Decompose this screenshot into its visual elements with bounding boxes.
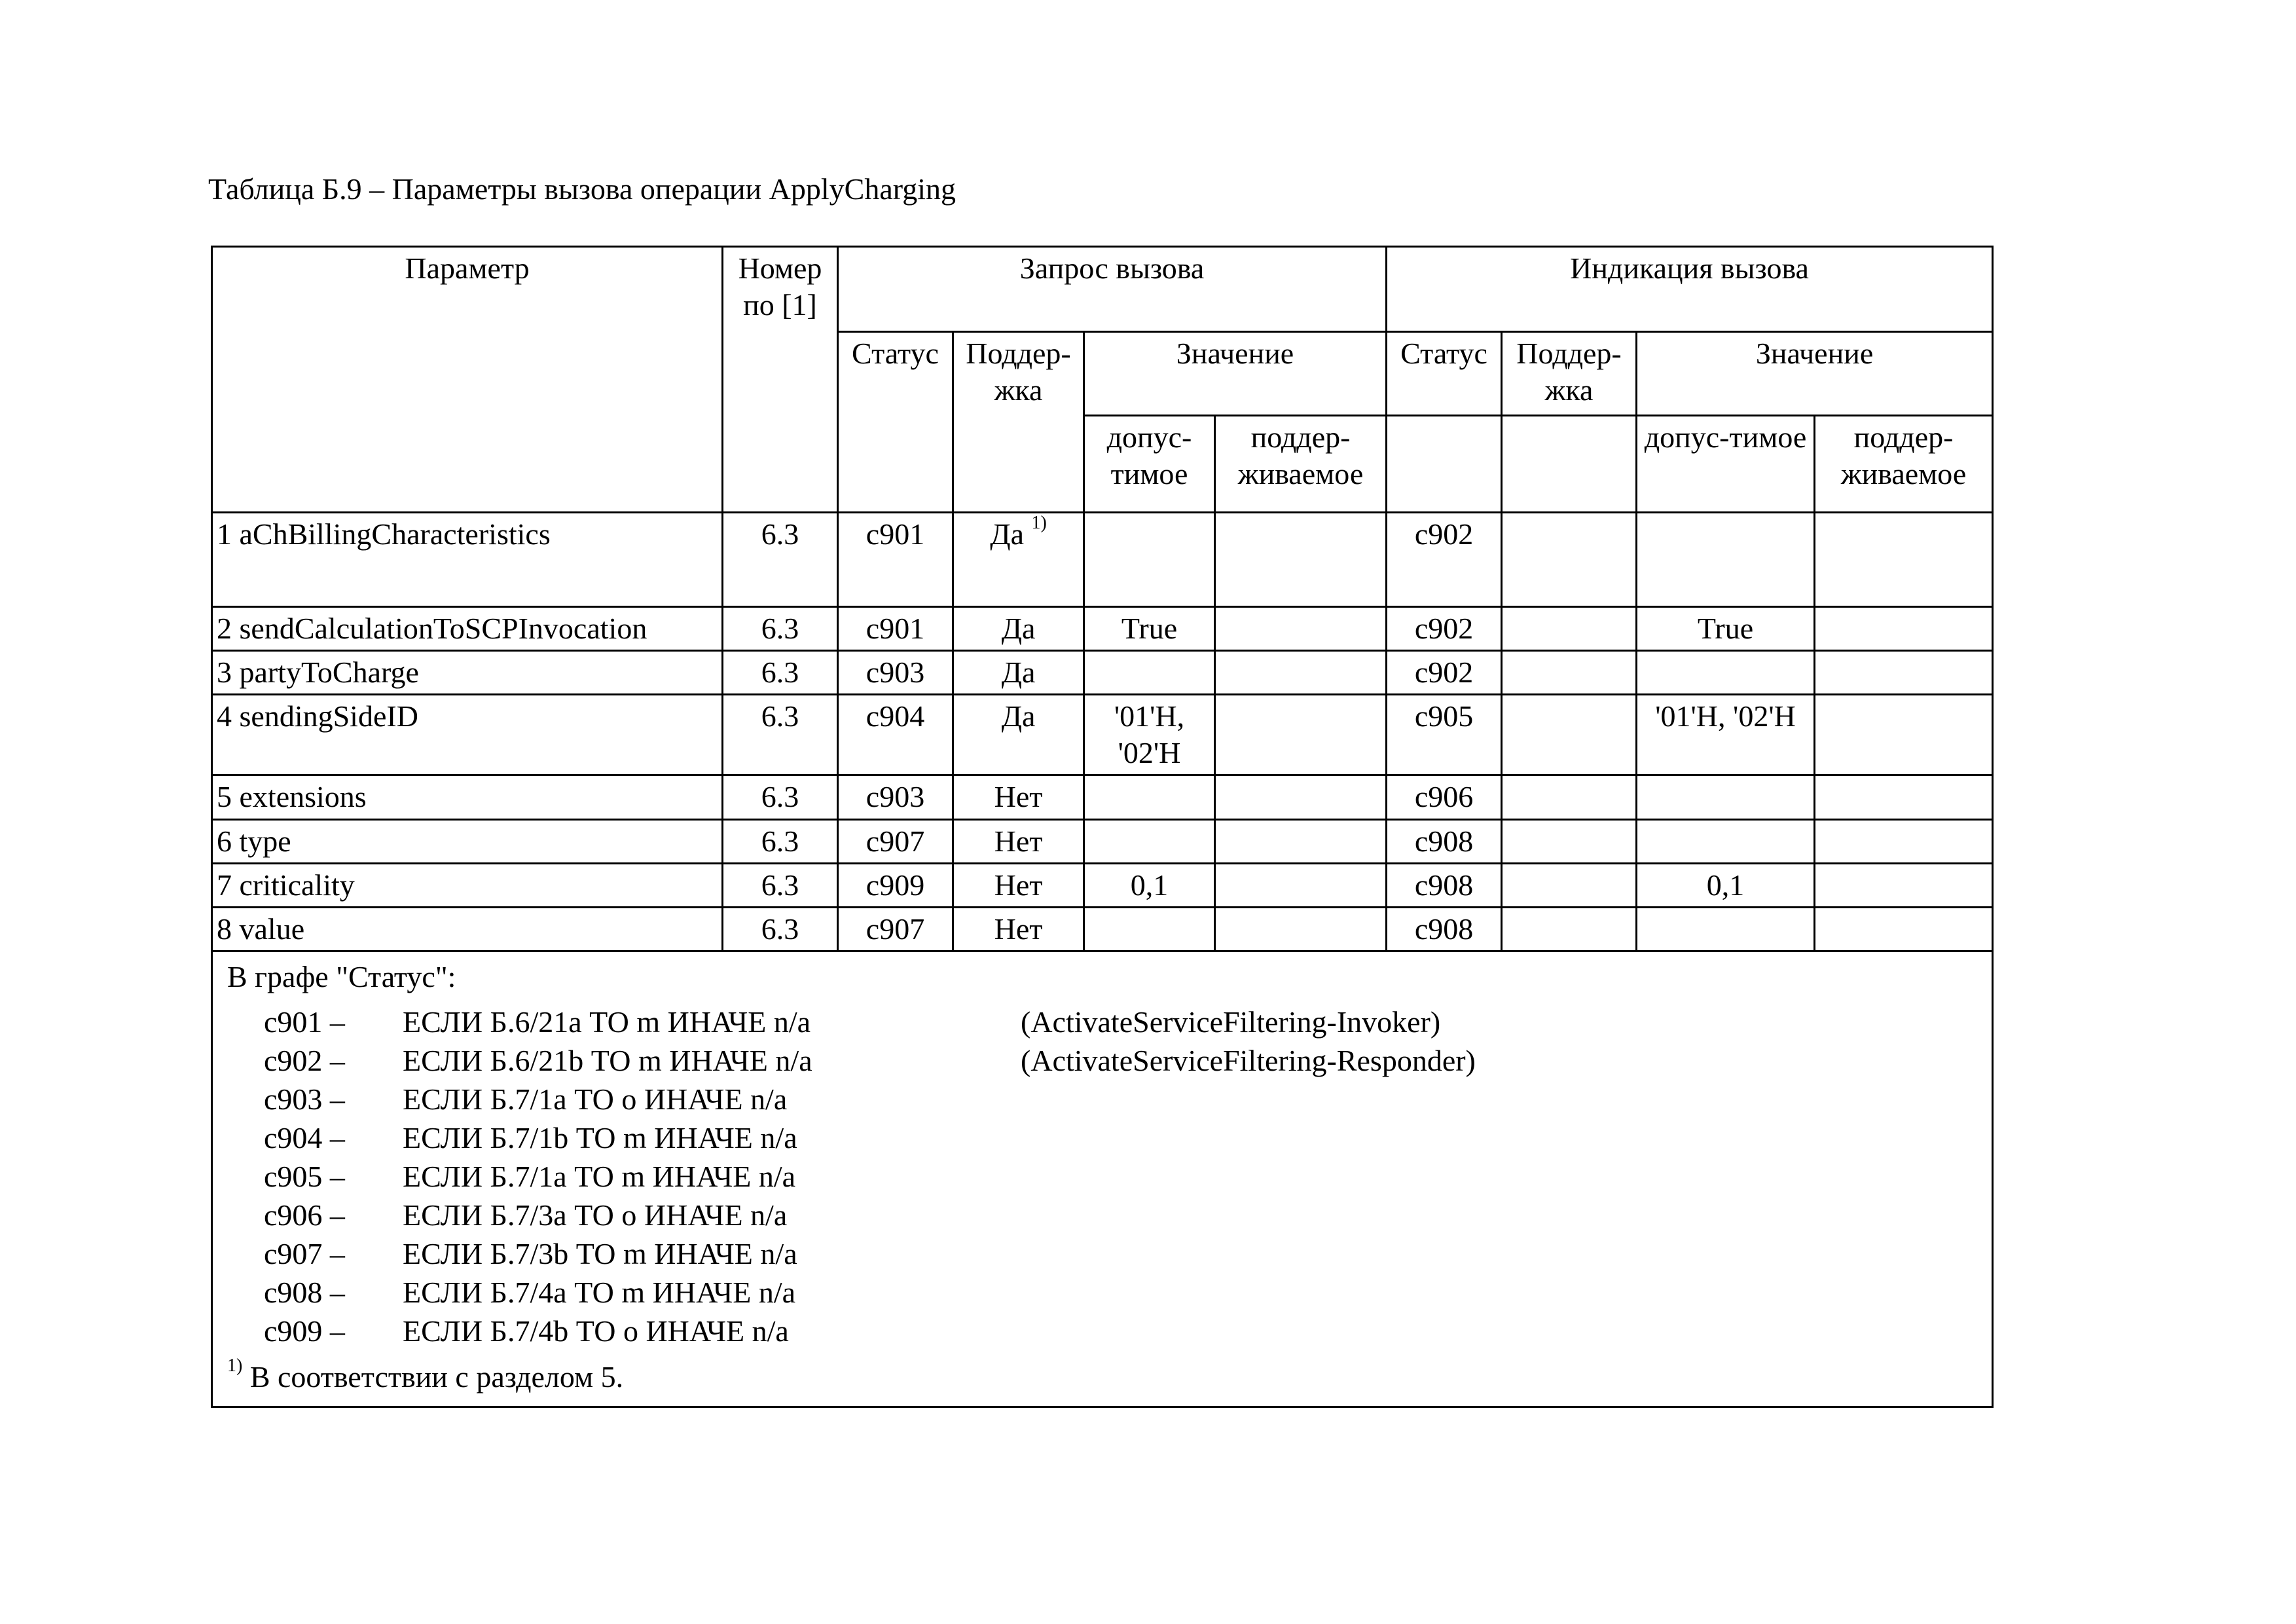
cell-request-support xyxy=(953,513,1084,607)
cell-request-status: c907 xyxy=(838,819,953,863)
note-code: c904 – xyxy=(264,1121,345,1155)
header-request: Запрос вызова xyxy=(838,247,1387,332)
footnote xyxy=(227,1355,1978,1395)
header-row-1 xyxy=(212,247,1993,332)
cell-parameter: 3 partyToCharge xyxy=(212,651,723,695)
cell-indication-supported xyxy=(1815,695,1993,775)
cell-request-support: Нет xyxy=(953,775,1084,819)
cell-number: 6.3 xyxy=(723,695,838,775)
cell-indication-supported xyxy=(1815,907,1993,951)
cell-number: 6.3 xyxy=(723,607,838,651)
cell-indication-supported xyxy=(1815,775,1993,819)
notes-row xyxy=(212,951,1993,1407)
cell-indication-allowed: '01'H, '02'H xyxy=(1637,695,1815,775)
header-request-value: Значение xyxy=(1084,332,1387,416)
cell-request-status: c901 xyxy=(838,513,953,607)
cell-request-supported xyxy=(1215,907,1387,951)
cell-indication-allowed xyxy=(1637,513,1815,607)
cell-indication-status: c902 xyxy=(1387,651,1502,695)
footnote-ref: 1) xyxy=(1031,513,1047,533)
cell-parameter: 7 criticality xyxy=(212,863,723,907)
cell-request-allowed: 0,1 xyxy=(1084,863,1215,907)
cell-indication-support xyxy=(1502,863,1637,907)
note-text: ЕСЛИ Б.7/4a ТО m ИНАЧЕ n/a xyxy=(403,1276,796,1310)
note-line xyxy=(227,1003,1978,1042)
cell-request-status: c903 xyxy=(838,775,953,819)
cell-indication-status: c905 xyxy=(1387,695,1502,775)
cell-number: 6.3 xyxy=(723,513,838,607)
header-indication-allowed: допус-тимое xyxy=(1637,416,1815,513)
cell-indication-status: c902 xyxy=(1387,607,1502,651)
cell-request-allowed xyxy=(1084,651,1215,695)
cell-request-status: c901 xyxy=(838,607,953,651)
cell-indication-supported xyxy=(1815,607,1993,651)
header-indication-value: Значение xyxy=(1637,332,1993,416)
header-request-status: Статус xyxy=(838,332,953,513)
parameters-table xyxy=(211,246,1994,1408)
note-code: c906 – xyxy=(264,1198,345,1232)
cell-request-status: c909 xyxy=(838,863,953,907)
cell-parameter: 6 type xyxy=(212,819,723,863)
table-row xyxy=(212,775,1993,819)
cell-indication-support xyxy=(1502,695,1637,775)
header-indication-status-empty xyxy=(1387,416,1502,513)
table-row xyxy=(212,651,1993,695)
header-number: Номер по [1] xyxy=(723,247,838,513)
cell-request-allowed xyxy=(1084,907,1215,951)
note-code: c908 – xyxy=(264,1276,345,1310)
cell-request-allowed xyxy=(1084,775,1215,819)
cell-indication-support xyxy=(1502,651,1637,695)
cell-number: 6.3 xyxy=(723,819,838,863)
note-text: ЕСЛИ Б.6/21b ТО m ИНАЧЕ n/a xyxy=(403,1044,812,1078)
cell-indication-supported xyxy=(1815,513,1993,607)
cell-parameter: 2 sendCalculationToSCPInvocation xyxy=(212,607,723,651)
header-request-allowed: допус-тимое xyxy=(1084,416,1215,513)
cell-request-allowed: '01'H, '02'H xyxy=(1084,695,1215,775)
note-line xyxy=(227,1042,1978,1080)
header-request-supported: поддер-живаемое xyxy=(1215,416,1387,513)
cell-indication-allowed: True xyxy=(1637,607,1815,651)
note-text: ЕСЛИ Б.7/1a ТО o ИНАЧЕ n/a xyxy=(403,1082,788,1116)
notes-title: В графе "Статус": xyxy=(227,959,456,993)
cell-request-support: Нет xyxy=(953,907,1084,951)
note-line xyxy=(227,1312,1978,1351)
cell-indication-allowed xyxy=(1637,651,1815,695)
note-ref: (ActivateServiceFiltering-Invoker) xyxy=(1021,1005,1441,1039)
note-code: c905 – xyxy=(264,1160,345,1194)
cell-indication-supported xyxy=(1815,819,1993,863)
cell-request-allowed xyxy=(1084,513,1215,607)
table-row xyxy=(212,907,1993,951)
footnote-text: В соответствии с разделом 5. xyxy=(249,1359,624,1393)
cell-parameter: 4 sendingSideID xyxy=(212,695,723,775)
cell-request-status: c904 xyxy=(838,695,953,775)
cell-number: 6.3 xyxy=(723,775,838,819)
note-code: c901 – xyxy=(264,1005,345,1039)
cell-indication-status: c908 xyxy=(1387,819,1502,863)
cell-request-support: Да xyxy=(953,695,1084,775)
note-text: ЕСЛИ Б.6/21a ТО m ИНАЧЕ n/a xyxy=(403,1005,811,1039)
cell-indication-allowed xyxy=(1637,907,1815,951)
note-code: c902 – xyxy=(264,1044,345,1078)
note-code: c907 – xyxy=(264,1237,345,1271)
note-line xyxy=(227,1158,1978,1196)
table-row xyxy=(212,513,1993,607)
note-line xyxy=(227,1119,1978,1158)
cell-parameter: 8 value xyxy=(212,907,723,951)
table-row xyxy=(212,863,1993,907)
cell-indication-supported xyxy=(1815,863,1993,907)
cell-indication-support xyxy=(1502,775,1637,819)
cell-indication-supported xyxy=(1815,651,1993,695)
cell-indication-support xyxy=(1502,513,1637,607)
cell-number: 6.3 xyxy=(723,651,838,695)
cell-indication-allowed: 0,1 xyxy=(1637,863,1815,907)
cell-request-status: c907 xyxy=(838,907,953,951)
note-line xyxy=(227,1080,1978,1119)
cell-indication-status: c906 xyxy=(1387,775,1502,819)
cell-parameter: 1 aChBillingCharacteristics xyxy=(212,513,723,607)
header-indication: Индикация вызова xyxy=(1387,247,1993,332)
cell-request-supported xyxy=(1215,863,1387,907)
note-line xyxy=(227,1196,1978,1235)
note-text: ЕСЛИ Б.7/3a ТО o ИНАЧЕ n/a xyxy=(403,1198,788,1232)
table-row xyxy=(212,607,1993,651)
cell-indication-support xyxy=(1502,607,1637,651)
note-line xyxy=(227,1235,1978,1274)
header-indication-supported: поддер-живаемое xyxy=(1815,416,1993,513)
table-caption: Таблица Б.9 – Параметры вызова операции ApplyCharging xyxy=(208,172,957,206)
note-ref: (ActivateServiceFiltering-Responder) xyxy=(1021,1044,1476,1078)
header-indication-status: Статус xyxy=(1387,332,1502,416)
cell-request-supported xyxy=(1215,695,1387,775)
cell-indication-status: c908 xyxy=(1387,863,1502,907)
cell-request-support: Да xyxy=(953,651,1084,695)
cell-indication-status: c908 xyxy=(1387,907,1502,951)
note-text: ЕСЛИ Б.7/1a ТО m ИНАЧЕ n/a xyxy=(403,1160,796,1194)
header-indication-support-empty xyxy=(1502,416,1637,513)
cell-indication-support xyxy=(1502,819,1637,863)
note-text: ЕСЛИ Б.7/1b ТО m ИНАЧЕ n/a xyxy=(403,1121,797,1155)
cell-request-allowed xyxy=(1084,819,1215,863)
footnote-mark: 1) xyxy=(227,1355,243,1376)
cell-request-allowed: True xyxy=(1084,607,1215,651)
note-code: c909 – xyxy=(264,1314,345,1348)
table-row xyxy=(212,819,1993,863)
header-indication-support: Поддер-жка xyxy=(1502,332,1637,416)
note-text: ЕСЛИ Б.7/3b ТО m ИНАЧЕ n/a xyxy=(403,1237,797,1271)
header-request-support: Поддер-жка xyxy=(953,332,1084,513)
cell-request-supported xyxy=(1215,607,1387,651)
cell-request-support: Да xyxy=(953,607,1084,651)
cell-request-supported xyxy=(1215,513,1387,607)
header-parameter: Параметр xyxy=(212,247,723,513)
cell-request-supported xyxy=(1215,651,1387,695)
notes-cell xyxy=(212,951,1993,1407)
cell-parameter: 5 extensions xyxy=(212,775,723,819)
cell-indication-allowed xyxy=(1637,775,1815,819)
cell-number: 6.3 xyxy=(723,863,838,907)
cell-indication-status: c902 xyxy=(1387,513,1502,607)
note-code: c903 – xyxy=(264,1082,345,1116)
support-value: Да xyxy=(990,517,1024,551)
note-line xyxy=(227,1274,1978,1312)
cell-request-support: Нет xyxy=(953,819,1084,863)
cell-request-supported xyxy=(1215,819,1387,863)
note-text: ЕСЛИ Б.7/4b ТО o ИНАЧЕ n/a xyxy=(403,1314,789,1348)
table-row xyxy=(212,695,1993,775)
cell-request-status: c903 xyxy=(838,651,953,695)
cell-indication-allowed xyxy=(1637,819,1815,863)
cell-request-support: Нет xyxy=(953,863,1084,907)
cell-number: 6.3 xyxy=(723,907,838,951)
cell-request-supported xyxy=(1215,775,1387,819)
cell-indication-support xyxy=(1502,907,1637,951)
